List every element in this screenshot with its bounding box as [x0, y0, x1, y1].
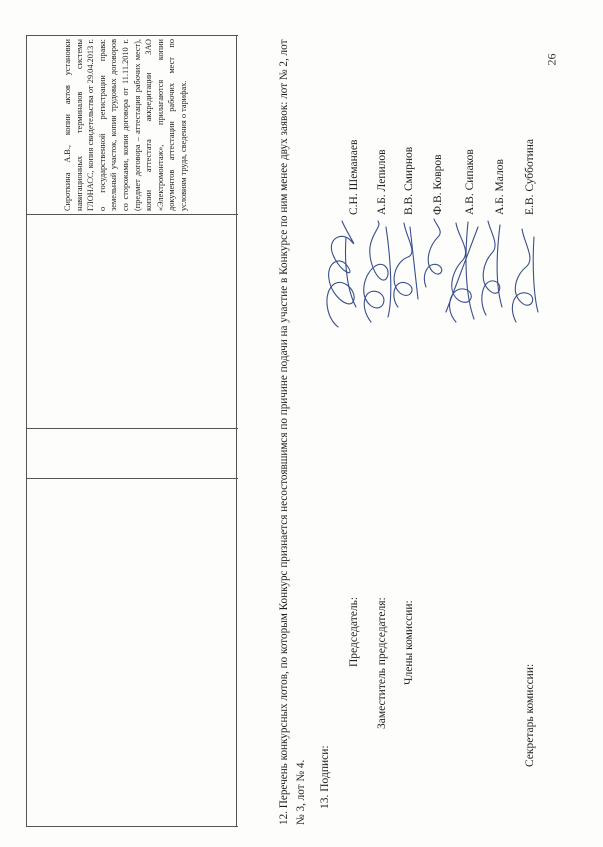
- signatures-heading: 13. Подписи:: [319, 745, 331, 809]
- rotated-content: [26, 35, 586, 827]
- signature-member: [394, 223, 412, 307]
- signatory-name: Е.В. Субботина: [524, 138, 536, 215]
- members-label: Члены комиссии:: [403, 600, 415, 685]
- signatory-name: Ф.В. Ковров: [432, 154, 444, 215]
- signature-secretary: [512, 229, 532, 322]
- signature-deputy: [364, 221, 388, 322]
- signature-member: [424, 219, 441, 287]
- signatory-name: С.Н. Шеманаев: [348, 139, 360, 215]
- deputy-label: Заместитель председателя:: [376, 597, 388, 729]
- signatory-name: А.Б. Малов: [494, 159, 506, 215]
- handwritten-signatures: [26, 35, 586, 827]
- signatory-name: В.В. Смирнов: [403, 146, 415, 215]
- chairman-label: Председатель:: [348, 596, 360, 667]
- signatory-name: А.Б. Лепилов: [376, 149, 388, 215]
- signatory-name: А.В. Сипаков: [464, 149, 476, 215]
- page-number: 26: [544, 53, 559, 66]
- table-cell-documents: Сироткина А.В., копии актов установки навигационных терминалов системы ГЛОНАСС, копия свидетельства от 29.04.2013 г. о государственной регистрации права: земельный участок, копии трудовых договоров со сторожами, копия договора от 11.11.2010 г.(предмет договора – аттестация рабочих мест), копии аттестата аккредитации ЗАО «Электромонтаж», прилагаются копии документов аттестации рабочих мест по условиям труда, сведения о тарифах.: [63, 39, 188, 211]
- signature-chairman: [327, 221, 354, 327]
- section-12-text: 12. Перечень конкурсных лотов, по которым Конкурс признается несостоявшимся по причине подачи на участие в Конкурсе по ним менее двух заявок: лот № 2, лот № 3, лот № 4.: [278, 39, 307, 825]
- secretary-label: Секретарь комиссии:: [524, 663, 536, 767]
